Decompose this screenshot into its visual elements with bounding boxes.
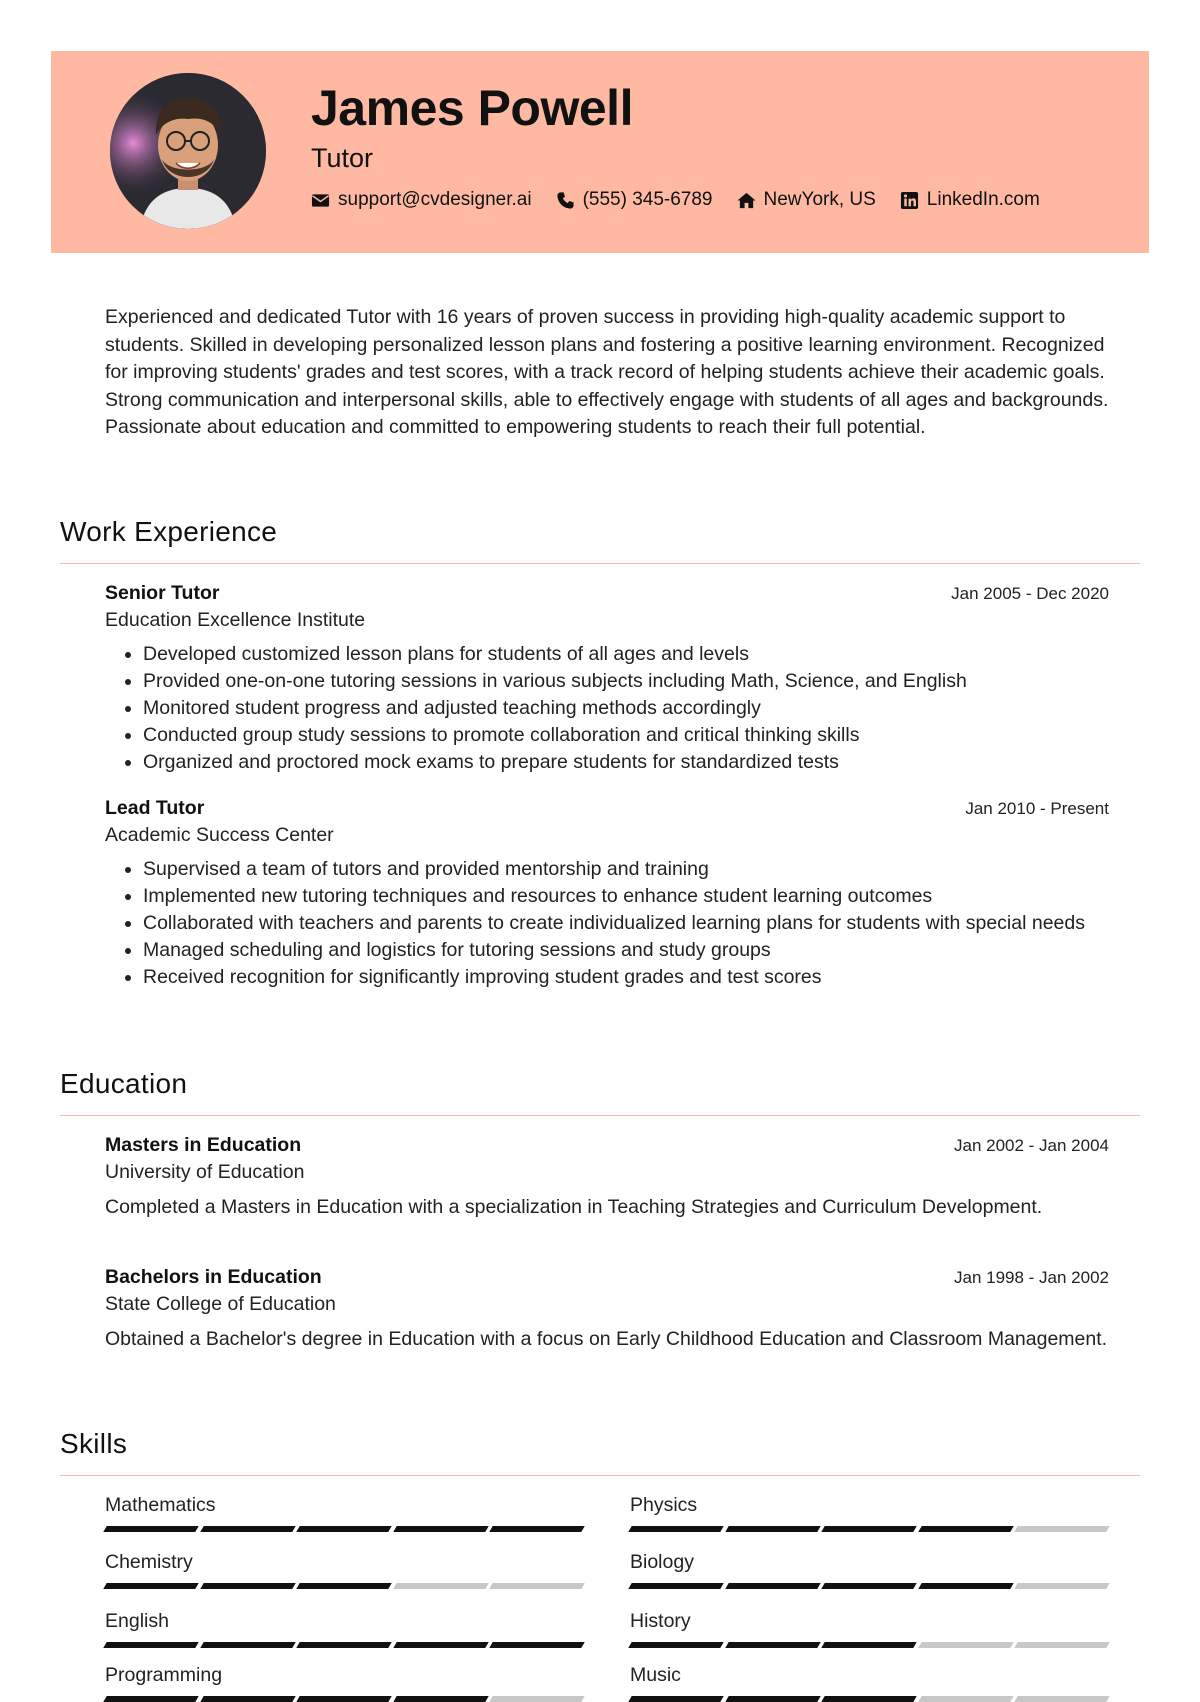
skill-item [630,1494,1108,1532]
skill-item [105,1494,583,1532]
degree-dates: Jan 1998 - Jan 2002 [953,1268,1109,1287]
skill-level-segment [725,1642,820,1648]
school-name: State College of Education [105,1293,336,1315]
contact-linkedin-text: LinkedIn.com [926,189,1040,210]
skill-level-segment [918,1642,1013,1648]
skill-level-segment [628,1526,723,1532]
education-entry [105,1134,1109,1221]
skill-level-segment [393,1583,488,1589]
contact-email-text: support@cvdesigner.ai [338,189,532,210]
skill-level-segment [628,1696,723,1702]
skill-level-bar [630,1696,1108,1702]
skill-level-segment [490,1696,585,1702]
skill-item [105,1610,583,1648]
skill-level-segment [725,1526,820,1532]
job-dates: Jan 2010 - Present [965,799,1109,818]
skill-name: Biology [630,1551,694,1573]
skill-level-bar [105,1642,583,1648]
skills-heading: Skills [60,1428,128,1459]
job-title: Senior Tutor [105,582,220,604]
list-item: • Developed customized lesson plans for students of all ages and levels [143,641,1109,668]
skill-level-segment [490,1583,585,1589]
work-entry [105,797,1109,991]
education-entry [105,1266,1109,1353]
skill-name: Programming [105,1664,223,1686]
skill-level-bar [105,1696,583,1702]
skill-level-segment [821,1696,916,1702]
skill-level-segment [628,1583,723,1589]
skill-level-segment [393,1526,488,1532]
job-company: Academic Success Center [105,824,334,846]
list-item: • Provided one-on-one tutoring sessions in various subjects including Math, Science, and English [143,668,1109,695]
list-item: • Collaborated with teachers and parents to create individualized learning plans for students with special needs [143,910,1109,937]
degree-title: Masters in Education [105,1134,302,1156]
skill-level-bar [105,1583,583,1589]
skill-level-segment [628,1642,723,1648]
skill-level-segment [296,1526,391,1532]
candidate-title: Tutor [311,143,374,173]
skill-name: History [630,1610,691,1632]
skill-level-segment [821,1526,916,1532]
skill-level-segment [725,1583,820,1589]
avatar-photo [110,73,266,229]
skill-level-segment [393,1642,488,1648]
degree-title: Bachelors in Education [105,1266,322,1288]
list-item: • Supervised a team of tutors and provided mentorship and training [143,856,1109,883]
resume-header [51,51,1149,253]
contact-linkedin[interactable] [900,189,1040,211]
job-bullets [105,856,1109,991]
skill-level-segment [725,1696,820,1702]
skill-level-segment [918,1696,1013,1702]
job-title: Lead Tutor [105,797,205,819]
list-item: • Monitored student progress and adjusted teaching methods accordingly [143,695,1109,722]
skill-level-segment [490,1642,585,1648]
skill-level-segment [918,1526,1013,1532]
skill-level-segment [490,1526,585,1532]
degree-description: Completed a Masters in Education with a specialization in Teaching Strategies and Curriculum Development. [105,1196,1043,1218]
skill-level-segment [918,1583,1013,1589]
skill-level-segment [103,1642,198,1648]
degree-description: Obtained a Bachelor's degree in Education with a focus on Early Childhood Education and Classroom Management. [105,1328,1108,1350]
contact-list [311,189,1040,211]
skill-name: Chemistry [105,1551,193,1573]
skill-level-segment [200,1696,295,1702]
skill-level-segment [1015,1642,1110,1648]
contact-phone-text: (555) 345-6789 [582,189,713,210]
skill-level-segment [1015,1583,1110,1589]
skill-name: Mathematics [105,1494,216,1516]
linkedin-icon [900,191,919,210]
contact-phone[interactable] [556,189,713,211]
candidate-name: James Powell [311,80,633,136]
work-entry [105,582,1109,776]
skill-level-segment [200,1583,295,1589]
skill-level-segment [393,1696,488,1702]
contact-email[interactable] [311,189,532,211]
home-icon [737,191,756,210]
section-divider [60,1475,1140,1476]
skill-level-bar [630,1642,1108,1648]
contact-location [737,189,876,211]
skill-item [630,1664,1108,1702]
skill-level-bar [630,1583,1108,1589]
profile-summary: Experienced and dedicated Tutor with 16 years of proven success in providing high-quality academic support to students. Skilled in developing personalized lesson plans and fostering a positive learning environment. Recognized for improving students' grades and test scores, with a track record of helping students achieve their academic goals. Strong communication and interpersonal skills, able to effectively engage with students of all ages and backgrounds. Passionate about education and committed to empowering students to reach their full potential. [105,306,1109,438]
skill-level-segment [296,1642,391,1648]
skill-item [630,1610,1108,1648]
skill-level-segment [296,1583,391,1589]
skill-name: English [105,1610,169,1632]
degree-dates: Jan 2002 - Jan 2004 [953,1136,1109,1155]
skill-level-segment [821,1642,916,1648]
skill-item [105,1664,583,1702]
skill-item [105,1551,583,1589]
contact-location-text: NewYork, US [763,189,876,210]
skill-level-segment [103,1583,198,1589]
skill-level-segment [296,1696,391,1702]
skill-level-segment [103,1696,198,1702]
envelope-icon [311,191,330,210]
skill-name: Physics [630,1494,698,1516]
list-item: • Organized and proctored mock exams to prepare students for standardized tests [143,749,1109,776]
job-company: Education Excellence Institute [105,609,366,631]
phone-icon [556,191,575,210]
education-heading: Education [60,1068,188,1099]
list-item: • Conducted group study sessions to promote collaboration and critical thinking skills [143,722,1109,749]
work-experience-heading: Work Experience [60,516,278,547]
skill-level-bar [105,1526,583,1532]
skill-level-segment [1015,1526,1110,1532]
avatar [110,73,266,229]
skill-level-segment [103,1526,198,1532]
list-item: • Managed scheduling and logistics for tutoring sessions and study groups [143,937,1109,964]
skill-item [630,1551,1108,1589]
section-divider [60,563,1140,564]
job-bullets [105,641,1109,776]
section-divider [60,1115,1140,1116]
skill-level-segment [1015,1696,1110,1702]
list-item: • Received recognition for significantly improving student grades and test scores [143,964,1109,991]
skill-level-bar [630,1526,1108,1532]
skill-level-segment [200,1526,295,1532]
job-dates: Jan 2005 - Dec 2020 [951,584,1109,603]
list-item: • Implemented new tutoring techniques and resources to enhance student learning outcomes [143,883,1109,910]
skill-level-segment [200,1642,295,1648]
school-name: University of Education [105,1161,305,1183]
skill-name: Music [630,1664,681,1686]
skill-level-segment [821,1583,916,1589]
